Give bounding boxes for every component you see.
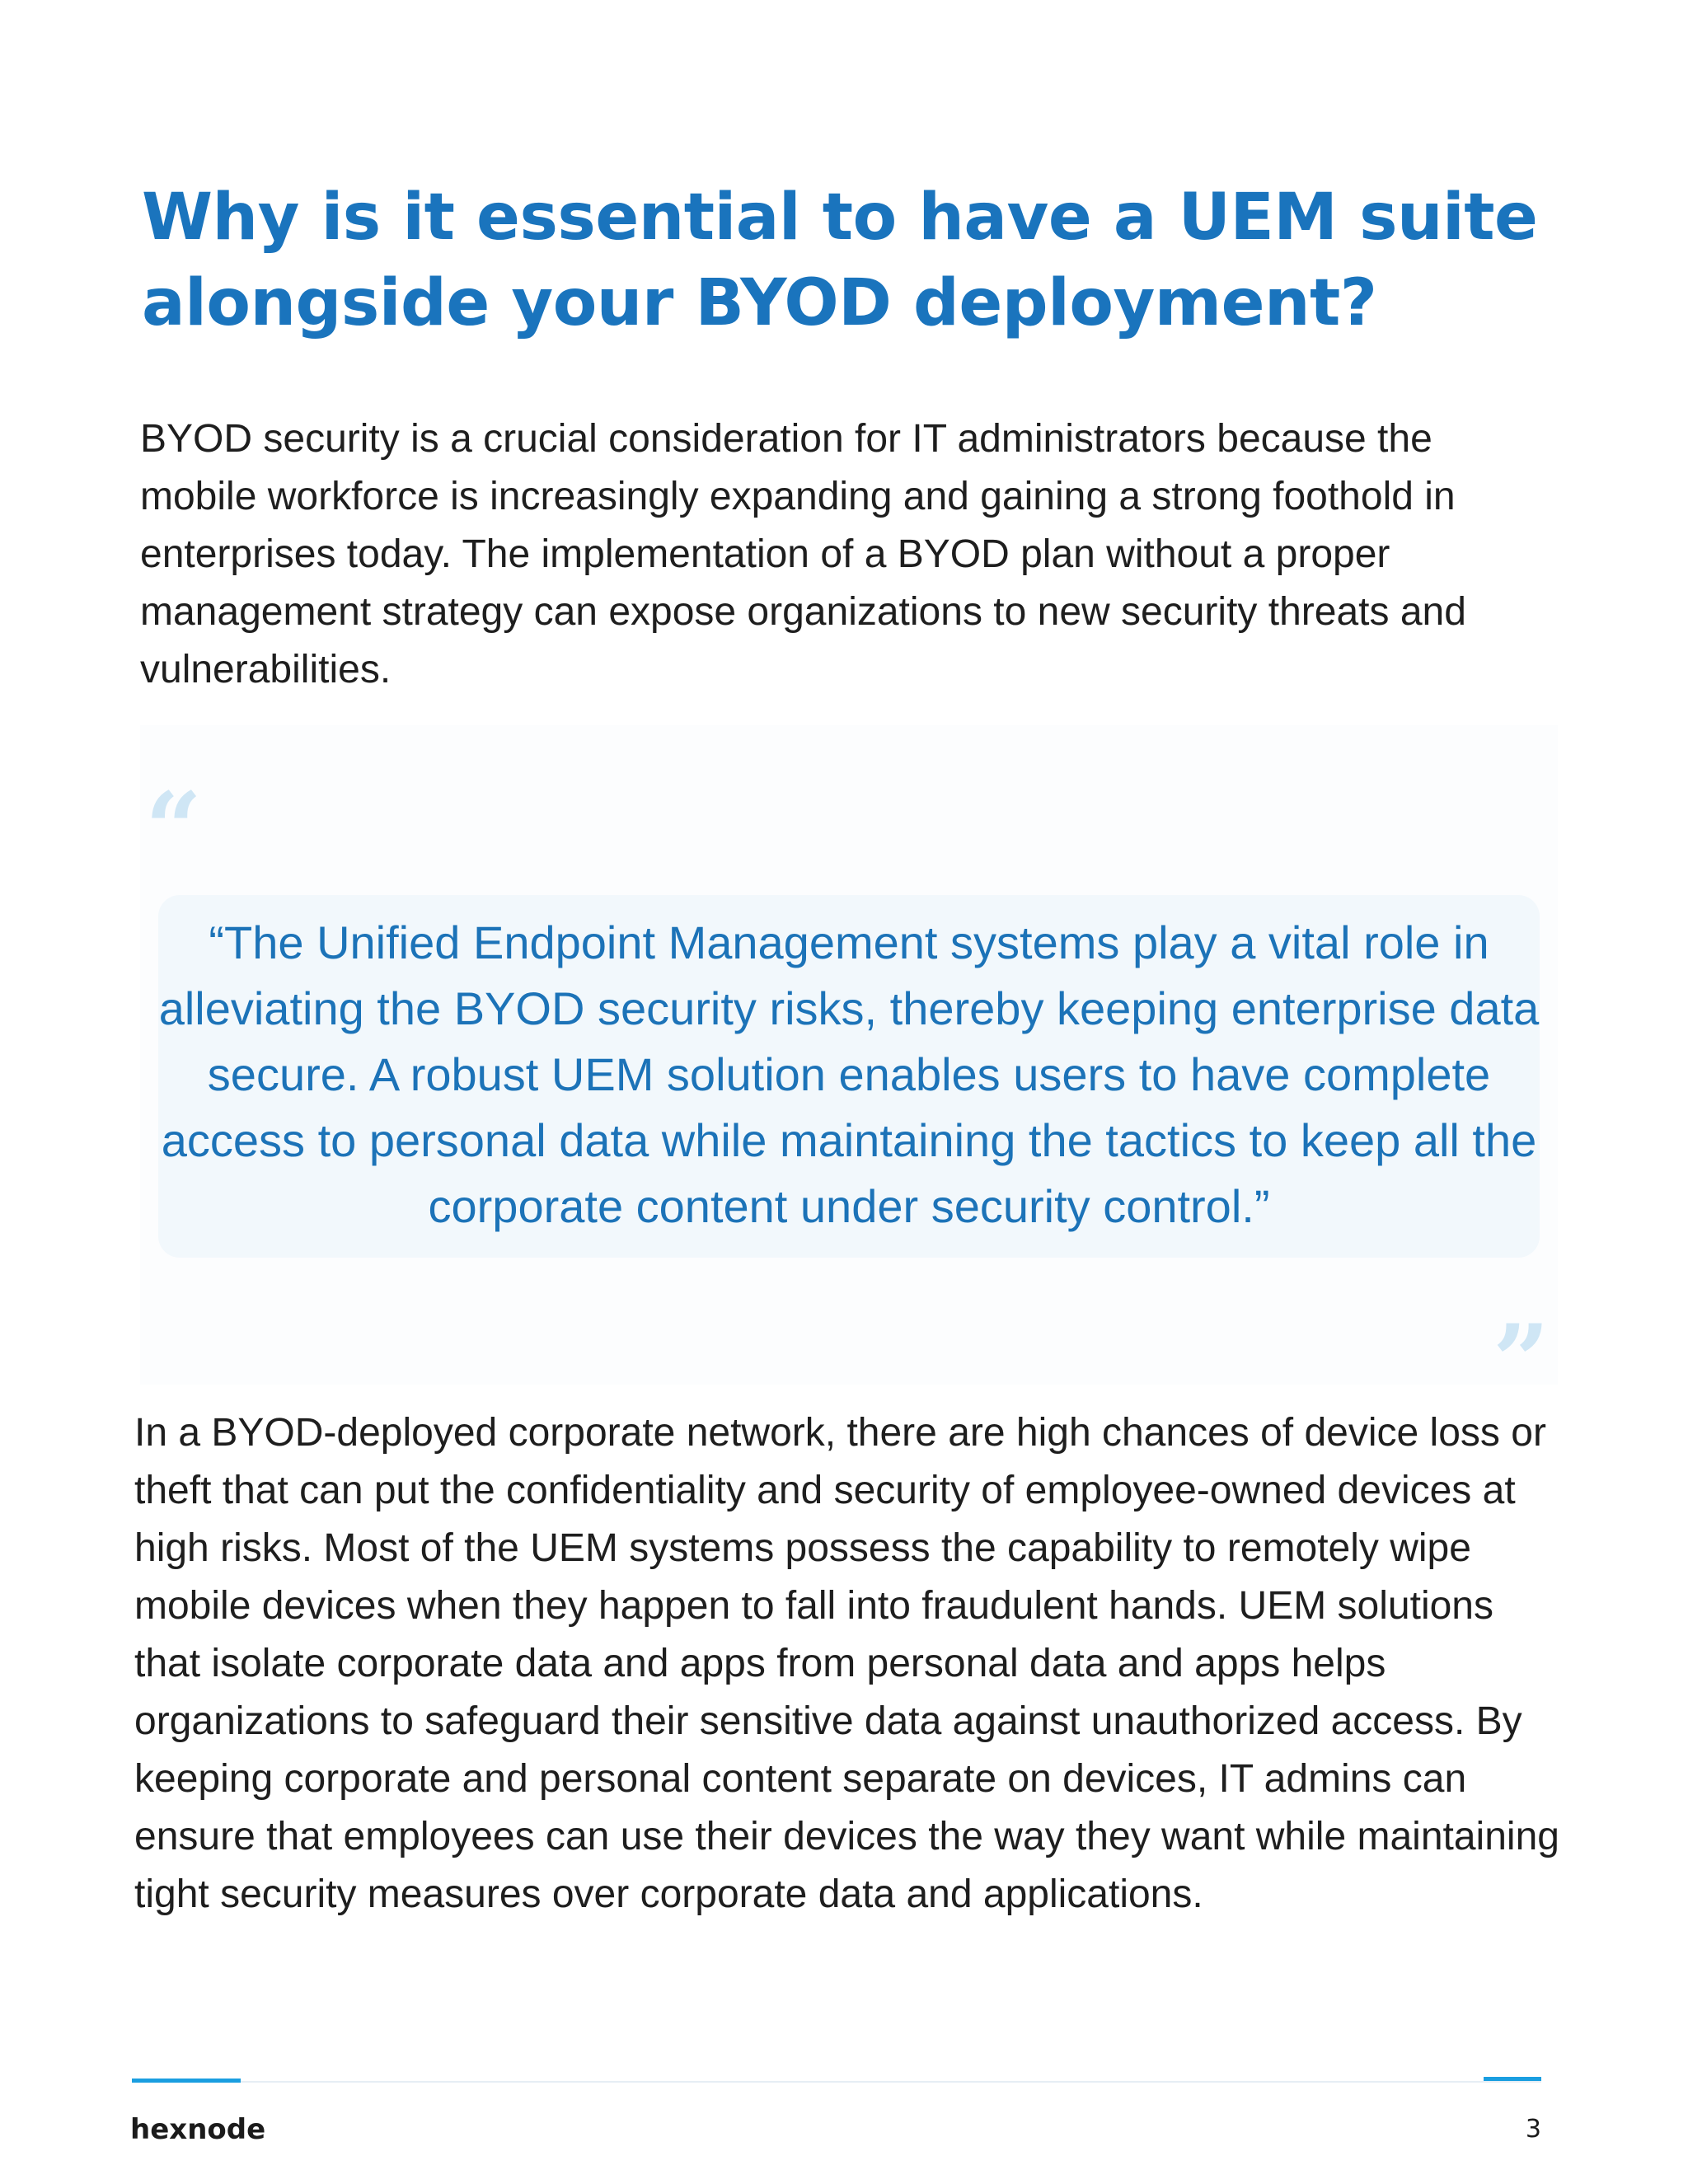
intro-paragraph: BYOD security is a crucial consideration for IT administrators because the mobile workforce is increasingly expanding and gaining a strong foothold in enterprises today. The implementation of a BYOD plan without a proper management strategy can expose organizations to new security threats and vulnerabilities.: [140, 417, 1466, 691]
page-heading: Why is it essential to have a UEM suite alongside your BYOD deployment?: [142, 180, 1538, 340]
footer-divider: [132, 2081, 1541, 2083]
hexnode-logo: hexnode: [130, 2113, 266, 2146]
page-number: 3: [1525, 2115, 1541, 2144]
pull-quote-section: [140, 725, 1558, 1419]
footer-accent-right: [1484, 2077, 1541, 2081]
close-quote-icon: ”: [1492, 1303, 1550, 1419]
pull-quote-text: “The Unified Endpoint Management systems play a vital role in alleviating the BYOD security risks, thereby keeping enterprise data secure. A robust UEM solution enables users to have complete access to personal data while maintaining the tactics to keep all the corporate content under security control.”: [158, 916, 1540, 1232]
body-paragraph: In a BYOD-deployed corporate network, there are high chances of device loss or theft that can put the confidentiality and security of employee-owned devices at high risks. Most of the UEM systems possess the capability to remotely wipe mobile devices when they happen to fall into fraudulent hands. UEM solutions that isolate corporate data and apps from personal data and apps helps organizations to safeguard their sensitive data against unauthorized access. By keeping corporate and personal content separate on devices, IT admins can ensure that employees can use their devices the way they want while maintaining tight security measures over corporate data and applications.: [134, 1411, 1559, 1916]
footer-accent-left: [132, 2079, 241, 2083]
pull-quote-box: [158, 895, 1540, 1258]
open-quote-icon: “: [145, 771, 203, 887]
